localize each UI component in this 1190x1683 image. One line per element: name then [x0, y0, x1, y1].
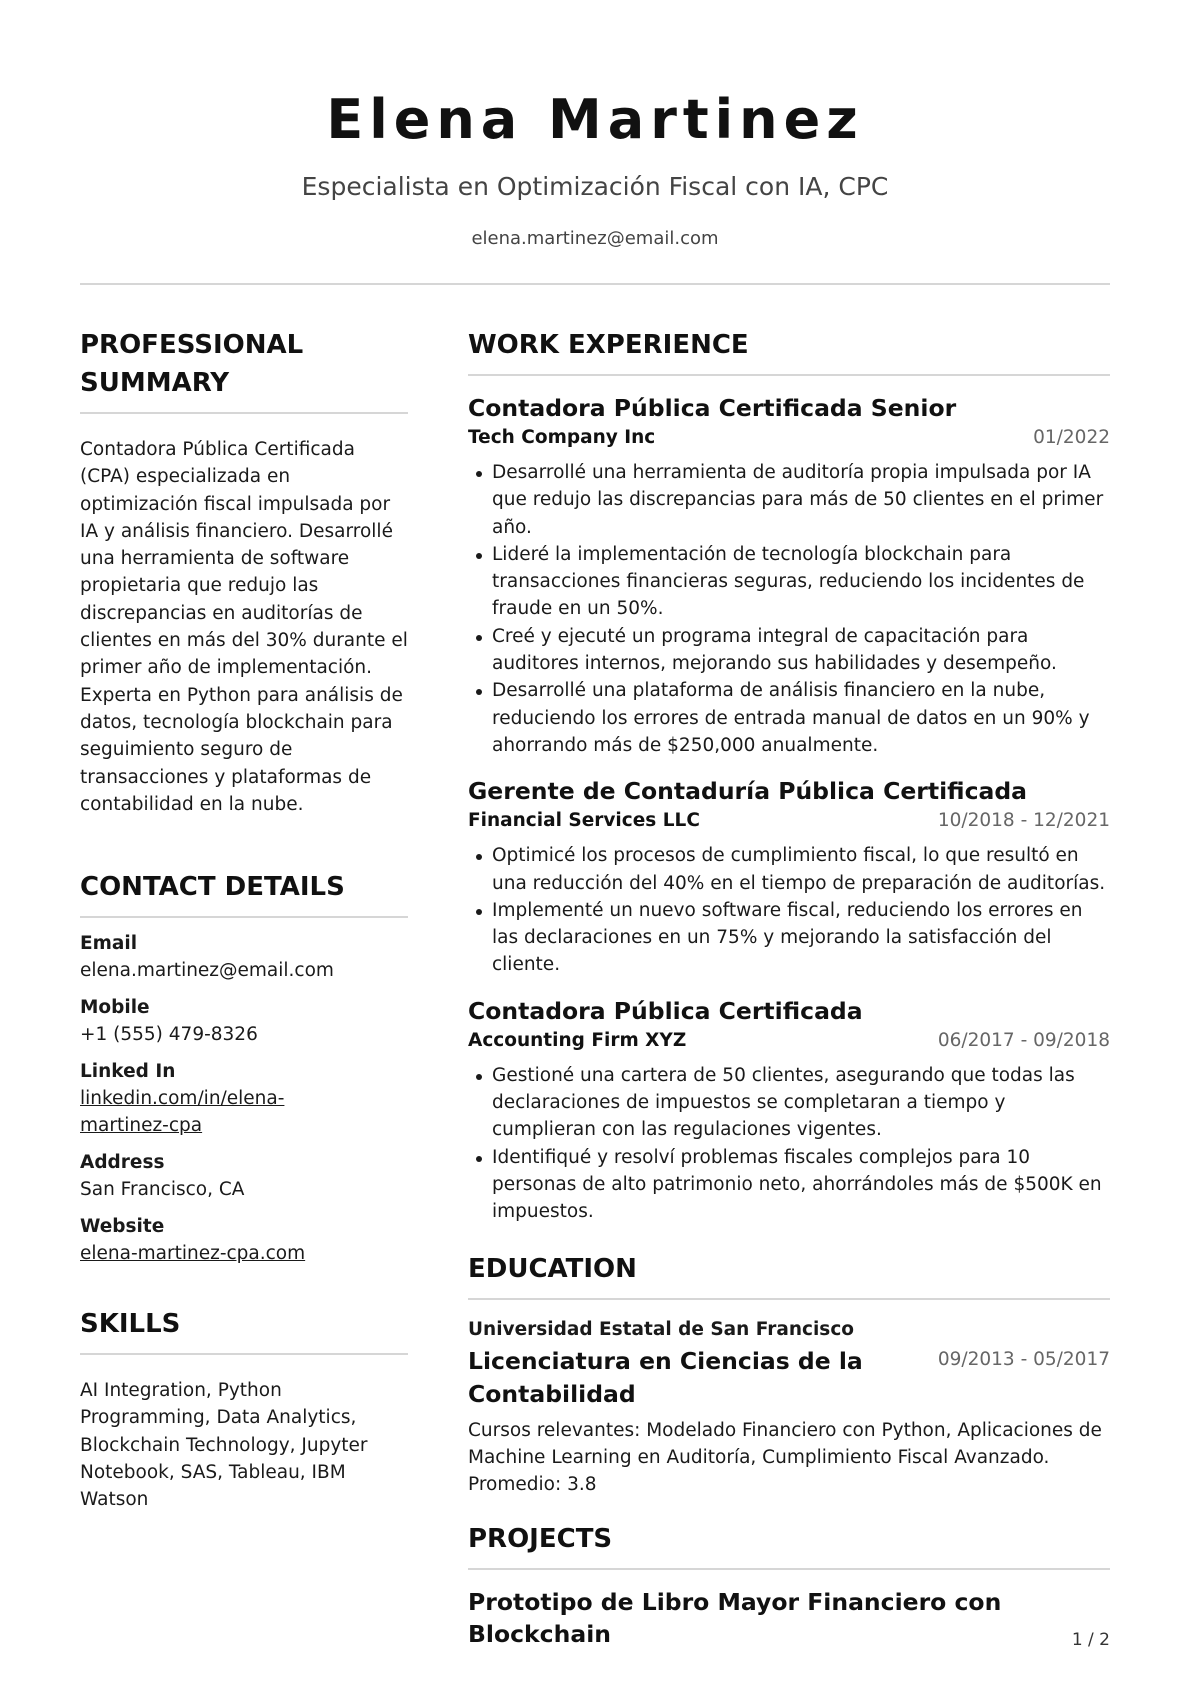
job-title: Contadora Pública Certificada [468, 996, 863, 1025]
education-courses: Cursos relevantes: Modelado Financiero con Python, Aplicaciones de Machine Learning en Auditoría, Cumplimiento Fiscal Avanzado. Promedio: 3.8 [468, 1419, 1102, 1496]
right-column [468, 326, 1110, 1650]
job-date: 01/2022 [1033, 427, 1110, 448]
contact-linkedin [80, 1058, 408, 1139]
contact-value: +1 (555) 479-8326 [80, 1024, 258, 1046]
experience-heading: WORK EXPERIENCE [468, 326, 1110, 376]
website-link[interactable]: elena-martinez-cpa.com [80, 1243, 306, 1265]
bullet-item: Optimicé los procesos de cumplimiento fiscal, lo que resultó en una reducción del 40% en el tiempo de preparación de auditorías. [468, 842, 1110, 897]
skills-heading: SKILLS [80, 1305, 408, 1355]
bullet-item: Implementé un nuevo software fiscal, reduciendo los errores en las declaraciones en un 75% y mejorando la satisfacción del cliente. [468, 897, 1110, 979]
summary-heading: PROFESSIONAL SUMMARY [80, 326, 408, 414]
job-entry [468, 995, 1110, 1226]
contact-value: elena.martinez@email.com [80, 960, 334, 982]
education-date: 09/2013 - 05/2017 [937, 1348, 1110, 1370]
project-title: Prototipo de Libro Mayor Financiero con Blockchain [468, 1588, 1002, 1649]
job-title: Contadora Pública Certificada Senior [468, 394, 957, 422]
candidate-name: Elena Martinez [326, 88, 864, 151]
projects-heading: PROJECTS [468, 1520, 1110, 1570]
bullet-item: Identifiqué y resolví problemas fiscales complejos para 10 personas de alto patrimonio neto, ahorrándoles más de $500K en impuestos. [468, 1144, 1110, 1226]
linkedin-link[interactable]: linkedin.com/in/elena-martinez-cpa [80, 1088, 285, 1137]
page-number: 1 / 2 [1071, 1630, 1110, 1650]
job-bullets [468, 1062, 1110, 1226]
contact-list [80, 930, 408, 1267]
contact-label: Linked In [80, 1061, 176, 1083]
job-title: Gerente de Contaduría Pública Certificada [468, 777, 1028, 806]
contact-label: Email [80, 933, 138, 955]
job-entry [468, 392, 1110, 759]
contact-label: Address [80, 1152, 165, 1174]
contact-website [80, 1213, 408, 1267]
contact-heading: CONTACT DETAILS [80, 868, 408, 918]
contact-address [80, 1149, 408, 1203]
skills-text: AI Integration, Python Programming, Data Analytics, Blockchain Technology, Jupyter Notebook, SAS, Tableau, IBM Watson [80, 1380, 368, 1511]
left-column [80, 326, 408, 1514]
company-name: Accounting Firm XYZ [468, 1029, 687, 1051]
bullet-item: Creé y ejecuté un programa integral de capacitación para auditores internos, mejorando sus habilidades y desempeño. [468, 623, 1110, 678]
bullet-item: Lideré la implementación de tecnología blockchain para transacciones financieras seguras, reduciendo los incidentes de fraude en un 50%. [468, 541, 1110, 623]
contact-value: San Francisco, CA [80, 1179, 245, 1201]
header-email: elena.martinez@email.com [471, 228, 719, 249]
job-bullets [468, 459, 1110, 759]
bullet-item: Desarrollé una plataforma de análisis financiero en la nube, reduciendo los errores de entrada manual de datos en un 90% y ahorrando más de $250,000 anualmente. [468, 677, 1110, 759]
summary-text: Contadora Pública Certificada (CPA) especializada en optimización fiscal impulsada por IA y análisis financiero. Desarrollé una herramienta de software propietaria que redujo las discrepancias en auditorías de clientes en más del 30% durante el primer año de implementación. Experta en Python para análisis de datos, tecnología blockchain para seguimiento seguro de transacciones y plataformas de contabilidad en la nube. [80, 439, 408, 815]
header-divider [80, 283, 1110, 285]
candidate-title: Especialista en Optimización Fiscal con IA, CPC [301, 172, 889, 201]
bullet-item: Desarrollé una herramienta de auditoría propia impulsada por IA que redujo las discrepancias para más de 50 clientes en el primer año. [468, 459, 1110, 541]
job-entry [468, 775, 1110, 978]
job-date: 06/2017 - 09/2018 [937, 1029, 1110, 1051]
job-date: 10/2018 - 12/2021 [937, 810, 1110, 832]
contact-label: Mobile [80, 997, 150, 1019]
company-name: Tech Company Inc [468, 427, 656, 448]
degree-name: Licenciatura en Ciencias de la Contabilidad [468, 1346, 863, 1408]
bullet-item: Gestioné una cartera de 50 clientes, asegurando que todas las declaraciones de impuestos se completaran a tiempo y cumplieran con las regulaciones vigentes. [468, 1062, 1110, 1144]
company-name: Financial Services LLC [468, 810, 700, 832]
contact-mobile [80, 994, 408, 1048]
contact-email [80, 930, 408, 984]
contact-label: Website [80, 1216, 165, 1238]
job-bullets [468, 842, 1110, 978]
education-heading: EDUCATION [468, 1250, 1110, 1300]
school-name: Universidad Estatal de San Francisco [468, 1318, 854, 1340]
